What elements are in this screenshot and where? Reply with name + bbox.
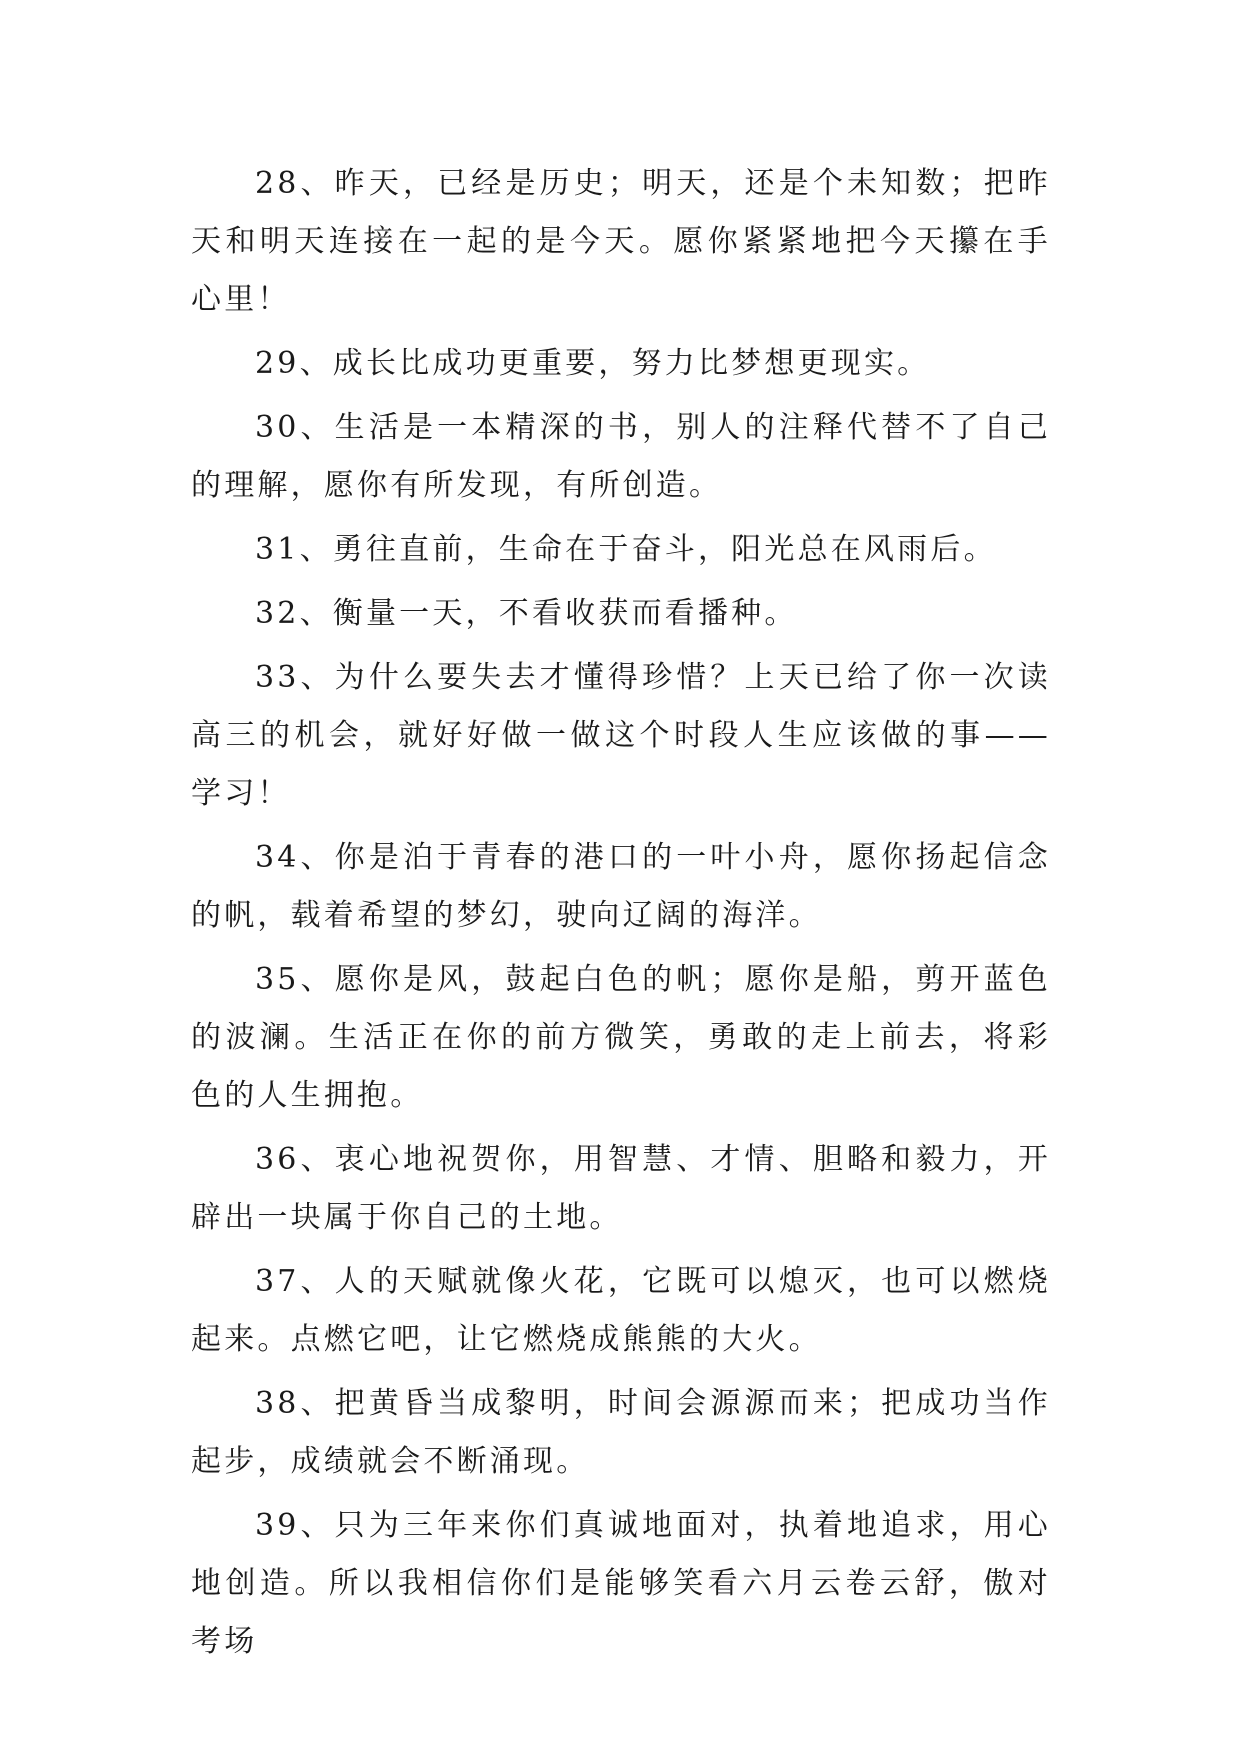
paragraph-34: 34、你是泊于青春的港口的一叶小舟，愿你扬起信念的帆，载着希望的梦幻，驶向辽阔的海洋。 (191, 840, 1051, 933)
paragraph-35: 35、愿你是风，鼓起白色的帆；愿你是船，剪开蓝色的波澜。生活正在你的前方微笑，勇敢的走上前去，将彩色的人生拥抱。 (191, 962, 1051, 1113)
paragraph-29: 29、成长比成功更重要，努力比梦想更现实。 (255, 346, 931, 381)
paragraph-30: 30、生活是一本精深的书，别人的注释代替不了自己的理解，愿你有所发现，有所创造。 (191, 410, 1051, 503)
paragraph-38: 38、把黄昏当成黎明，时间会源源而来；把成功当作起步，成绩就会不断涌现。 (191, 1386, 1051, 1479)
paragraph-39: 39、只为三年来你们真诚地面对，执着地追求，用心地创造。所以我相信你们是能够笑看六月云卷云舒，傲对考场 (191, 1508, 1051, 1659)
paragraph-33: 33、为什么要失去才懂得珍惜？上天已给了你一次读高三的机会，就好好做一做这个时段人生应该做的事——学习！ (191, 660, 1051, 811)
paragraph-32: 32、衡量一天，不看收获而看播种。 (255, 596, 798, 631)
paragraph-31: 31、勇往直前，生命在于奋斗，阳光总在风雨后。 (255, 532, 997, 567)
paragraph-37: 37、人的天赋就像火花，它既可以熄灭，也可以燃烧起来。点燃它吧，让它燃烧成熊熊的大火。 (191, 1264, 1051, 1357)
document-body (191, 155, 1051, 1677)
paragraph-28: 28、昨天，已经是历史；明天，还是个未知数；把昨天和明天连接在一起的是今天。愿你紧紧地把今天攥在手心里！ (191, 166, 1051, 317)
paragraph-36: 36、衷心地祝贺你，用智慧、才情、胆略和毅力，开辟出一块属于你自己的土地。 (191, 1142, 1051, 1235)
